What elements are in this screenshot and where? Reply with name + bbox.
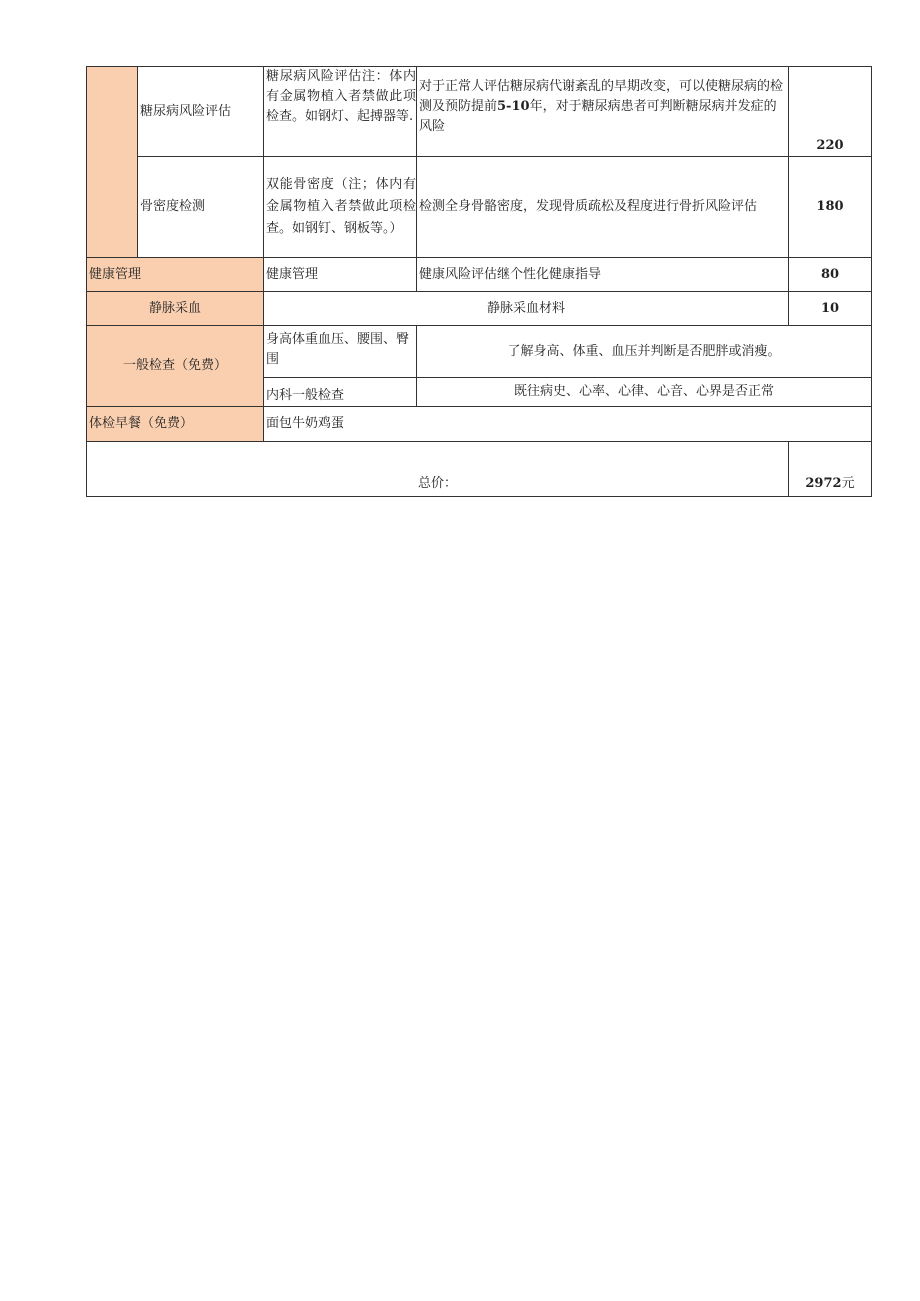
item-description: 了解身高、体重、血压并判断是否肥胖或消瘦。 <box>417 326 872 378</box>
item-name: 身高体重血压、腰围、臀围 <box>264 326 417 378</box>
total-value <box>789 442 872 497</box>
item-price: 80 <box>789 258 872 292</box>
total-number: 2972 <box>805 476 842 491</box>
total-label: 总价： <box>87 442 789 497</box>
item-detail: 双能骨密度（注；体内有金属物植入者禁做此项检查。如钢钉、钢板等。） <box>264 157 417 258</box>
description-text-a: 对于正常人评估糖尿病代谢紊乱的早期改变，可以使糖尿病的检测及预防提前 <box>419 79 784 114</box>
total-row <box>87 442 872 497</box>
item-detail: 糖尿病风险评估注：体内有金属物植入者禁做此项检查。如钢灯、起搏器等. <box>264 67 417 157</box>
item-description: 健康风险评估继个性化健康指导 <box>417 258 789 292</box>
description-number: 5-10 <box>497 99 530 114</box>
total-unit: 元 <box>841 476 855 491</box>
item-name: 骨密度检测 <box>138 157 264 258</box>
item-price: 10 <box>789 292 872 326</box>
item-description: 既往病史、心率、心律、心音、心界是否正常 <box>417 378 872 407</box>
table-row <box>87 157 872 258</box>
table-row <box>87 292 872 326</box>
category-label: 静脉采血 <box>87 292 264 326</box>
table-row <box>87 67 872 157</box>
item-name: 健康管理 <box>264 258 417 292</box>
category-label: 体检早餐（免费） <box>87 407 264 442</box>
item-name: 面包牛奶鸡蛋 <box>264 407 872 442</box>
category-label: 健康管理 <box>87 258 264 292</box>
exam-package-table <box>86 66 872 497</box>
item-description <box>417 67 789 157</box>
item-price: 220 <box>789 67 872 157</box>
item-name: 糖尿病风险评估 <box>138 67 264 157</box>
table-row <box>87 407 872 442</box>
table-row <box>87 326 872 378</box>
item-description: 检测全身骨骼密度，发现骨质疏松及程度进行骨折风险评估 <box>417 157 789 258</box>
item-description: 静脉采血材料 <box>264 292 789 326</box>
item-price: 180 <box>789 157 872 258</box>
category-label: 一般检查（免费） <box>87 326 264 407</box>
category-cell-blank <box>87 67 138 258</box>
item-name: 内科一般检查 <box>264 378 417 407</box>
table-row <box>87 258 872 292</box>
description-text-b: 年，对于糖尿病患者可判断糖尿病并发症的风险 <box>419 99 777 134</box>
